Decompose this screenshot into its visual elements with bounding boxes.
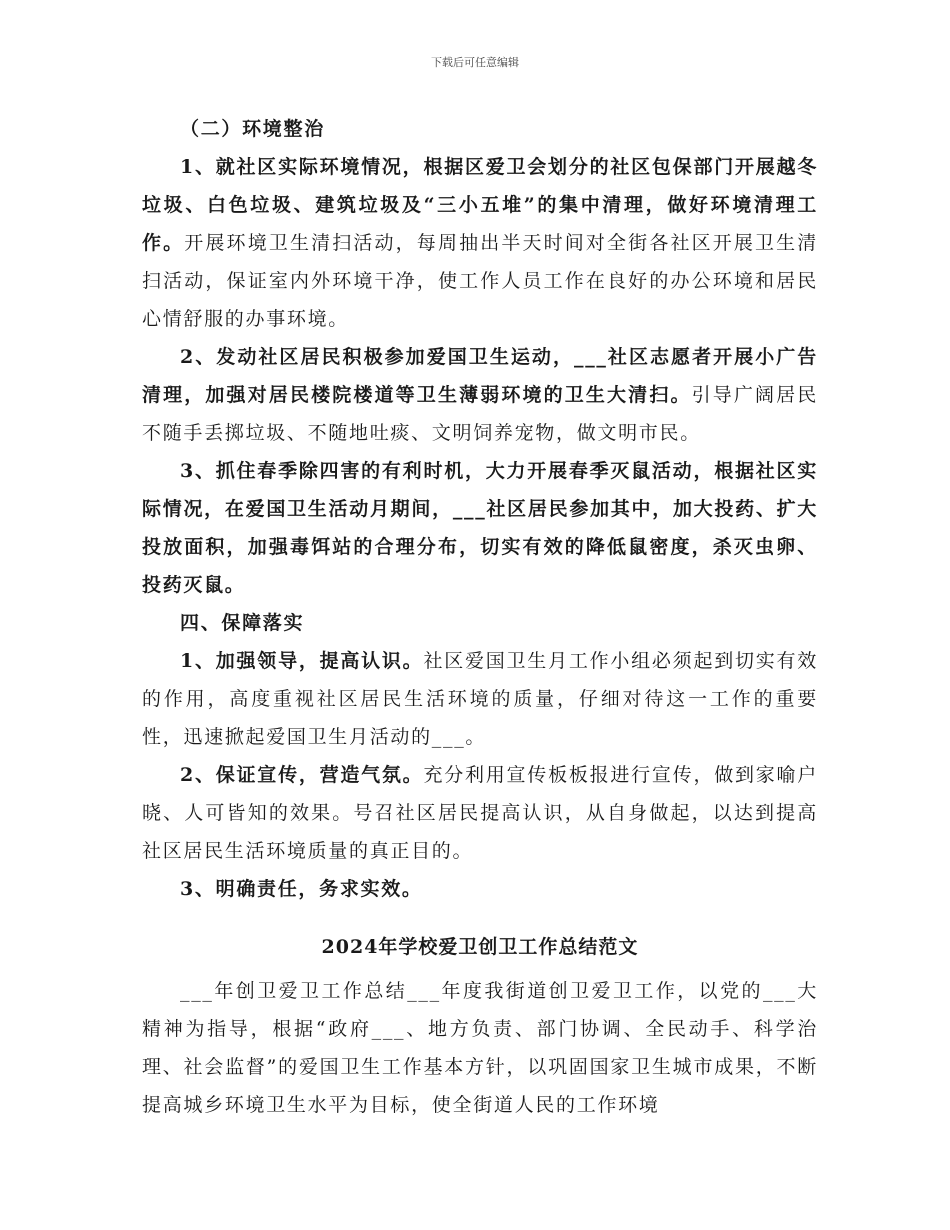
guarantee-item-2-lead: 2、保证宣传，营造气氛。 bbox=[180, 764, 424, 786]
paragraph-guarantee-item-3: 3、明确责任，务求实效。 bbox=[180, 878, 423, 900]
guarantee-item-1-text: 社区爱国卫生月工作小组必须起到切实有效的作用，高度重视社区居民生活环境的质量，仔细对待这一工作的重要性，迅速掀起爱国卫生月活动的___。 bbox=[142, 650, 818, 748]
document-body bbox=[142, 110, 818, 1124]
paragraph-guarantee-item-2 bbox=[142, 756, 818, 870]
section-heading-guarantee: 四、保障落实 bbox=[180, 612, 305, 634]
paragraph-env-item-3: 3、抓住春季除四害的有利时机，大力开展春季灭鼠活动，根据社区实际情况，在爱国卫生活动月期间，___社区居民参加其中，加大投药、扩大投放面积，加强毒饵站的合理分布，切实有效的降低鼠密度，杀灭虫卵、投药灭鼠。 bbox=[142, 460, 818, 596]
header-note: 下载后可任意编辑 bbox=[431, 56, 519, 69]
paragraph-env-item-2 bbox=[142, 338, 818, 452]
paragraph-env-item-1 bbox=[142, 148, 818, 338]
paragraph-guarantee-item-1 bbox=[142, 642, 818, 756]
section-heading-environment: （二）环境整治 bbox=[180, 118, 325, 140]
env-item-1-text: 开展环境卫生清扫活动，每周抽出半天时间对全街各社区开展卫生清扫活动，保证室内外环境干净，使工作人员工作在良好的办公环境和居民心情舒服的办事环境。 bbox=[142, 232, 818, 330]
env-item-1-lead: 1、就社区实际环境情况，根据区爱卫会划分的社区包保部门开展越冬垃圾、白色垃圾、建筑垃圾及“三小五堆”的集中清理，做好环境清理工作。 bbox=[142, 156, 818, 254]
second-document-title: 2024年学校爱卫创卫工作总结范文 bbox=[321, 936, 639, 958]
guarantee-item-2-text: 充分利用宣传板板报进行宣传，做到家喻户晓、人可皆知的效果。号召社区居民提高认识，从自身做起，以达到提高社区居民生活环境质量的真正目的。 bbox=[142, 764, 818, 862]
second-document-paragraph-1: ___年创卫爱卫工作总结___年度我街道创卫爱卫工作，以党的___大精神为指导，根据“政府___、地方负责、部门协调、全民动手、科学治理、社会监督”的爱国卫生工作基本方针，以巩固国家卫生城市成果，不断提高城乡环境卫生水平为目标，使全街道人民的工作环境 bbox=[142, 980, 818, 1116]
guarantee-item-1-lead: 1、加强领导，提高认识。 bbox=[180, 650, 424, 672]
env-item-2-lead: 2、发动社区居民积极参加爱国卫生运动，___社区志愿者开展小广告清理，加强对居民楼院楼道等卫生薄弱环境的卫生大清扫。 bbox=[142, 346, 818, 406]
env-item-2-text: 引导广阔居民不随手丢掷垃圾、不随地吐痰、文明饲养宠物，做文明市民。 bbox=[142, 384, 819, 444]
